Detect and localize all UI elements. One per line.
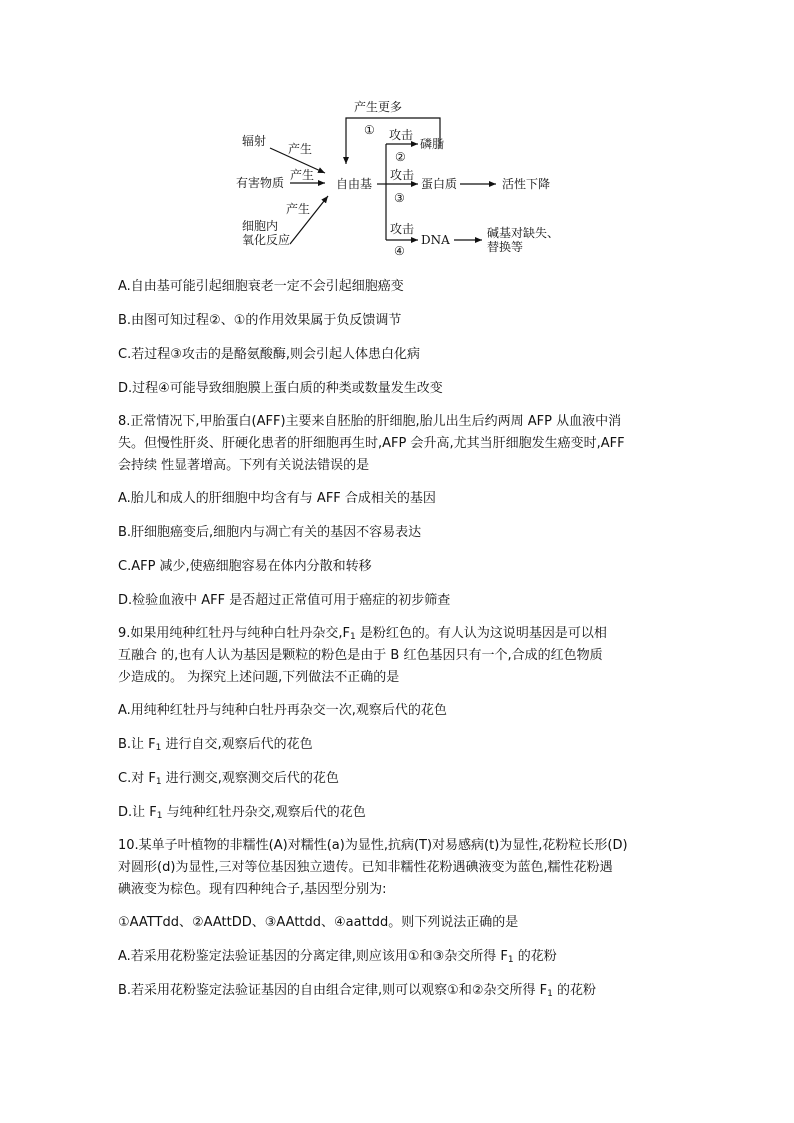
q8-option-c: C.AFP 减少,使癌细胞容易在体内分散和转移 [118,559,372,574]
q7-option-c: C.若过程③攻击的是酪氨酸酶,则会引起人体患白化病 [118,347,420,362]
q10-option-a: A.若采用花粉鉴定法验证基因的分离定律,则应该用①和③杂交所得 $F_1$ 的花粉 [118,949,557,965]
free-radical-diagram [232,96,592,262]
q7-option-d: D.过程④可能导致细胞膜上蛋白质的种类或数量发生改变 [118,381,443,396]
q7-option-b: B.由图可知过程②、①的作用效果属于负反馈调节 [118,313,402,328]
q10-stem-line-3: 碘液变为棕色。现有四种纯合子,基因型分别为: [118,882,387,897]
q8-option-d: D.检验血液中 AFF 是否超过正常值可用于癌症的初步筛查 [118,593,451,608]
label-free-radical: 自由基 [336,177,373,191]
label-attack1: 攻击 [389,128,414,142]
q10-option-b: B.若采用花粉鉴定法验证基因的自由组合定律,则可以观察①和②杂交所得 $F_1$ 的花粉 [118,983,596,999]
label-protein: 蛋白质 [421,177,458,191]
q9-stem-line-2: 互融合 的,也有人认为基因是颗粒的粉色是由于 B 红色基因只有一个,合成的红色物质 [118,648,603,663]
q10-stem-line-1: 10.某单子叶植物的非糯性(A)对糯性(a)为显性,抗病(T)对易感病(t)为显性,花粉粒长形(D) [118,838,628,853]
label-attack2: 攻击 [390,168,415,182]
label-radiation: 辐射 [242,134,267,148]
label-c2: ② [395,150,406,164]
label-produce3: 产生 [286,202,311,216]
q8-stem-line-1: 8.正常情况下,甲胎蛋白(AFF)主要来自胚胎的肝细胞,胎儿出生后约两周 AFP 从血液中消 [118,414,622,429]
label-produce2: 产生 [290,168,315,182]
q10-stem [118,835,678,901]
q9-stem-line-3: 少造成的。 为探究上述问题,下列做法不正确的是 [118,670,400,685]
label-phospholipid: 磷脂 [420,137,445,151]
label-dna: DNA [421,233,450,247]
q7-option-a: A.自由基可能引起细胞衰老一定不会引起细胞癌变 [118,279,404,294]
q9-stem-line-1: 9.如果用纯种红牡丹与纯种白牡丹杂交$,F_1$ 是粉红色的。有人认为这说明基因是可以相 [118,626,607,642]
label-activity: 活性下降 [502,177,551,191]
q8-option-b: B.肝细胞癌变后,细胞内与凋亡有关的基因不容易表达 [118,525,422,540]
label-base-1: 碱基对缺失、 [487,226,560,240]
q8-stem [118,411,678,477]
q10-stem-line-2: 对圆形(d)为显性,三对等位基因独立遗传。已知非糯性花粉遇碘液变为蓝色,糯性花粉遇 [118,860,613,875]
q9-stem [118,623,678,689]
label-produce1: 产生 [288,142,313,156]
q9-option-c: C.对 $F_1$ 进行测交,观察测交后代的花色 [118,771,339,787]
q8-option-a: A.胎儿和成人的肝细胞中均含有与 AFF 合成相关的基因 [118,491,436,506]
label-harmful: 有害物质 [236,176,285,190]
q8-stem-line-2: 失。但慢性肝炎、肝硬化患者的肝细胞再生时,AFP 会升高,尤其当肝细胞发生癌变时,AFF [118,436,625,451]
q8-stem-line-3: 会持续 性显著增高。下列有关说法错误的是 [118,458,370,473]
label-c4: ④ [394,244,405,258]
label-c1: ① [364,123,375,137]
label-cell-oxidation: 细胞内 [242,219,279,233]
q9-option-b: B.让 $F_1$ 进行自交,观察后代的花色 [118,737,313,753]
label-more: 产生更多 [354,100,403,114]
label-cell-oxidation-2: 氧化反应 [242,233,291,247]
label-attack3: 攻击 [390,222,415,236]
q9-option-a: A.用纯种红牡丹与纯种白牡丹再杂交一次,观察后代的花色 [118,703,447,718]
q9-option-d: D.让 $F_1$ 与纯种红牡丹杂交,观察后代的花色 [118,805,366,821]
label-c3: ③ [394,191,405,205]
label-base-2: 替换等 [487,240,524,254]
q10-genotypes: ①AATTdd、②AAttDD、③AAttdd、④aattdd。则下列说法正确的是 [118,915,519,930]
